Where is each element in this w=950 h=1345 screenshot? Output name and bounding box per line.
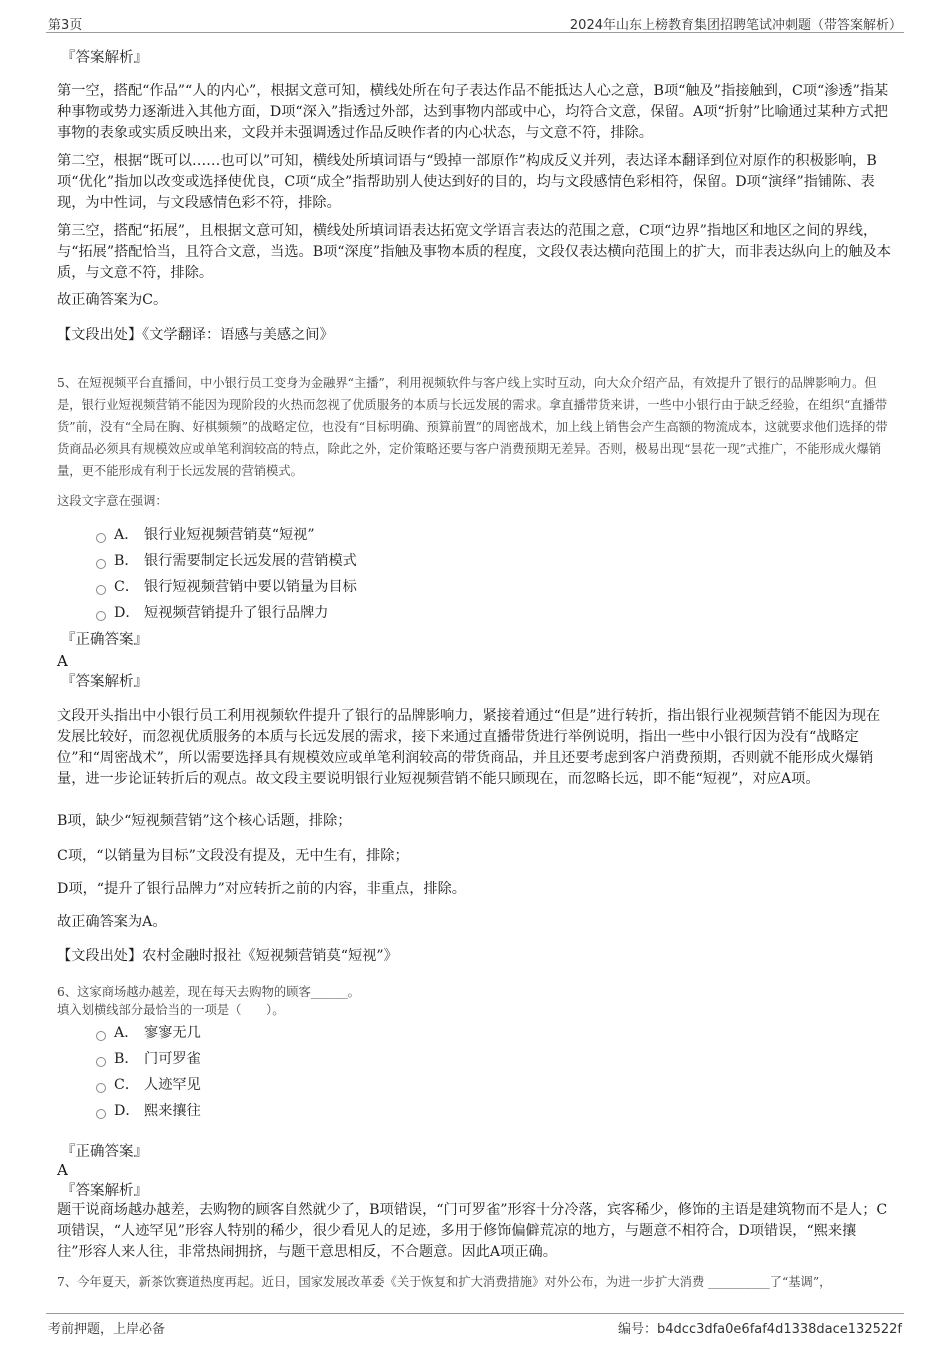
radio-icon[interactable] [96, 1057, 106, 1067]
document-title: 2024年山东上榜教育集团招聘笔试冲刺题（带答案解析） [569, 18, 902, 33]
radio-icon[interactable] [96, 1083, 106, 1093]
radio-icon[interactable] [96, 1109, 106, 1119]
q5-option-a[interactable]: A． 银行业短视频营销莫“短视” [96, 525, 315, 545]
radio-icon[interactable] [96, 585, 106, 595]
q5-source: 【文段出处】农村金融时报社《短视频营销莫“短视”》 [57, 948, 398, 964]
page-header [46, 12, 904, 33]
q7-stem: 7、今年夏天，新茶饮赛道热度再起。近日，国家发展改革委《关于恢复和扩大消费措施》对外公布，为进一步扩大消费 __________了“基调”， [57, 1275, 832, 1289]
radio-icon[interactable] [96, 533, 106, 543]
q5-note-d: D项，“提升了银行品牌力”对应转折之前的内容，非重点，排除。 [57, 881, 466, 897]
radio-icon[interactable] [96, 1031, 106, 1041]
q6-stem: 6、这家商场越办越差，现在每天去购物的顾客______。 [57, 985, 360, 999]
q4-conclusion: 故正确答案为C。 [57, 292, 168, 308]
q5-option-d[interactable]: D． 短视频营销提升了银行品牌力 [96, 603, 328, 623]
q5-analysis-label: 『答案解析』 [61, 674, 148, 690]
q5-answer-label: 『正确答案』 [61, 632, 148, 648]
q6-analysis-label: 『答案解析』 [61, 1183, 148, 1199]
q5-analysis: 文段开头指出中小银行员工利用视频软件提升了银行的品牌影响力，紧接着通过“但是”进行转折，指出银行业视频营销不能因为现在发展比较好，而忽视优质服务的本质与长远发展的需求，接下来通过直播带货进行举例说明，指出一些中小银行因为没有“战略定位”和“周密战术”，所以需要选择具有规模效应或单笔利润较高的带货商品，并且还要考虑到客户消费预期，否则就不能形成火爆销量，进一步论证转折后的观点。故文段主要说明银行业短视频营销不能只顾现在，而忽略长远，即不能“短视”，对应A项。 [57, 708, 881, 787]
q4-analysis-p3: 第三空，搭配“拓展”，且根据文意可知，横线处所填词语表达拓宽文学语言表达的范围之意，C项“边界”指地区和地区之间的界线，与“拓展”搭配恰当，且符合文意，当选。B项“深度”指触及事物本质的程度，文段仅表达横向范围上的扩大，而非表达纵向上的触及本质，与文意不符，排除。 [57, 223, 891, 281]
q6-answer: A [57, 1161, 68, 1179]
q5-prompt: 这段文字意在强调： [57, 494, 168, 508]
q6-prompt: 填入划横线部分最恰当的一项是（ ）。 [57, 1003, 285, 1017]
q5-option-b[interactable]: B． 银行需要制定长远发展的营销模式 [96, 551, 357, 571]
footer-slogan: 考前押题，上岸必备 [48, 1322, 166, 1337]
q6-option-a[interactable]: A． 寥寥无几 [96, 1023, 201, 1043]
q4-source: 【文段出处】《文学翻译：语感与美感之间》 [57, 327, 334, 343]
q5-answer: A [57, 652, 68, 670]
q5-note-b: B项，缺少“短视频营销”这个核心话题，排除； [57, 813, 352, 829]
q5-option-c[interactable]: C． 银行短视频营销中要以销量为目标 [96, 577, 357, 597]
q5-note-c: C项，“以销量为目标”文段没有提及，无中生有，排除； [57, 848, 409, 864]
q6-option-b[interactable]: B． 门可罗雀 [96, 1049, 201, 1069]
q4-analysis-p2: 第二空，根据“既可以……也可以”可知，横线处所填词语与“毁掉一部原作”构成反义并列，表达译本翻译到位对原作的积极影响，B项“优化”指加以改变或选择使优良，C项“成全”指帮助别人使达到好的目的，均与文段感情色彩相符，保留。D项“演绎”指铺陈、表现，为中性词，与文段感情色彩不符，排除。 [57, 153, 877, 211]
radio-icon[interactable] [96, 611, 106, 621]
q6-option-d[interactable]: D． 熙来攘往 [96, 1101, 201, 1121]
q5-conclusion: 故正确答案为A。 [57, 914, 167, 930]
page-number: 第3页 [48, 18, 83, 33]
page-footer [46, 1313, 904, 1338]
document-id: 编号：b4dcc3dfa0e6faf4d1338dace132522f [618, 1322, 902, 1337]
q6-answer-label: 『正确答案』 [61, 1144, 148, 1160]
q5-stem: 5、在短视频平台直播间，中小银行员工变身为金融界“主播”，利用视频软件与客户线上实时互动，向大众介绍产品，有效提升了银行的品牌影响力。但是，银行业短视频营销不能因为现阶段的火热而忽视了优质服务的本质与长远发展的需求。拿直播带货来讲，一些中小银行由于缺乏经验，在组织“直播带货”前，没有“全局在胸、好棋频频”的战略定位，也没有“目标明确、预算前置”的周密战术，加上线上销售会产生高额的物流成本，这就要求他们选择的带货商品必须具有规模效应或单笔利润较高的特点，除此之外，定价策略还要与客户消费预期无差异。否则，极易出现“昙花一现”式推广，不能形成火爆销量，更不能形成有利于长远发展的营销模式。 [57, 376, 888, 478]
q6-option-c[interactable]: C． 人迹罕见 [96, 1075, 201, 1095]
q4-analysis-p1: 第一空，搭配“作品”“人的内心”，根据文意可知，横线处所在句子表达作品不能抵达人心之意，B项“触及”指接触到，C项“渗透”指某种事物或势力逐渐进入其他方面，D项“深入”指透过外部，达到事物内部或中心，均符合文意，保留。A项“折射”比喻通过某种方式把事物的表象或实质反映出来，文段并未强调透过作品反映作者的内心状态，与文意不符，排除。 [57, 83, 889, 141]
radio-icon[interactable] [96, 559, 106, 569]
q4-analysis-label: 『答案解析』 [61, 50, 148, 66]
q6-analysis: 题干说商场越办越差，去购物的顾客自然就少了，B项错误，“门可罗雀”形容十分冷落，宾客稀少，修饰的主语是建筑物而不是人；C项错误，“人迹罕见”形容人特别的稀少，很少看见人的足迹，多用于修饰偏僻荒凉的地方，与题意不相符合，D项错误，“熙来攘往”形容人来人往，非常热闹拥挤，与题干意思相反，不合题意。因此A项正确。 [57, 1202, 888, 1260]
